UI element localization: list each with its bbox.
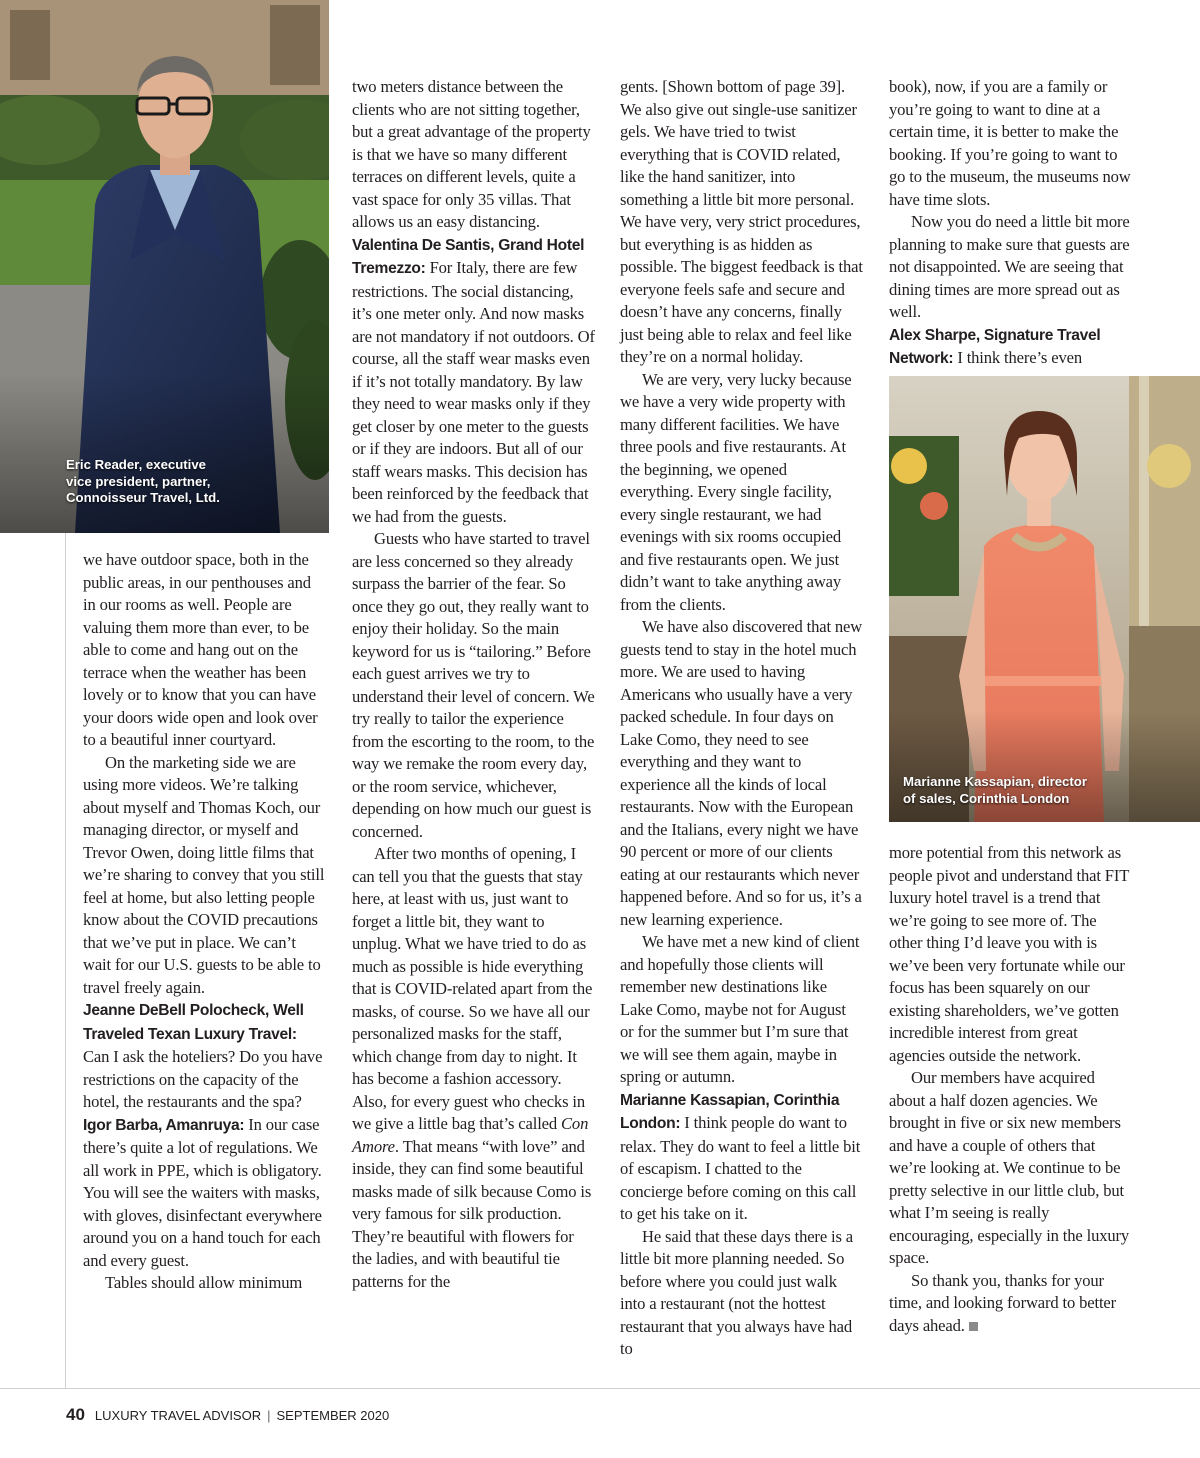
speaker-paragraph: Jeanne DeBell Polocheck, Well Traveled Texan Luxury Travel: Can I ask the hoteliers? Do you have restrictions on the capacity of the hotel, the restaurants and the spa? [83,1002,323,1111]
bag-name: Con Amore [352,1114,589,1156]
paragraph: Now you do need a little bit more planning to make sure that guests are not disappointed. We are seeing that dining times are more spread out as well. [889,212,1130,321]
paragraph: We have met a new kind of client and hopefully those clients will remember new destinations like Lake Como, maybe not for August or for the summer but I’m sure that we will see them again, maybe in spring or autumn. [620,932,860,1086]
footer-rule [0,1388,1200,1389]
photo-marianne-kassapian-image [889,376,1200,822]
paragraph: Our members have acquired about a half dozen agencies. We brought in five or six new members and have a couple of others that we’re looking at. We continue to be pretty selective in our little club, but what I’m seeing is really encouraging, especially in the luxury space. [889,1068,1130,1267]
paragraph: After two months of opening, I can tell you that the guests that stay here, at least with us, just want to forget a little bit, they want to unplug. What we have tried to do as much as possible is hide everything that is COVID-related apart from the masks, of course. So we have all our personalized masks for the staff, which change from day to night. It has become a fashion accessory. Also, for every guest who checks in we give a little bag that’s called Con Amore. That means “with love” and inside, they can find some beautiful masks made of silk because Como is very famous for silk production. They’re beautiful with flowers for the ladies, and with beautiful tie patterns for the [352,844,593,1291]
photo-eric-reader-image [0,0,329,533]
paragraph: Guests who have started to travel are less concerned so they already surpass the barrier of the fear. So once they go out, they really want to enjoy their holiday. So the main keyword for us is “tailoring.” Before each guest arrives we try to understand their level of concern. We try really to tailor the experience from the escorting to the room, to the way we remake the room every day, or the room service, whichever, depending on how much our guest is concerned. [352,529,595,841]
speaker-paragraph: Alex Sharpe, Signature Travel Network: I think there’s even [889,326,1101,367]
publication-name: LUXURY TRAVEL ADVISOR [94,1408,262,1423]
issue-date: SEPTEMBER 2020 [276,1408,390,1423]
photo-marianne-kassapian [889,376,1200,822]
paragraph: He said that these days there is a little bit more planning needed. So before where you could just walk into a restaurant (not the hottest restaurant that you always have had to [620,1226,854,1358]
article-column-4-top [889,76,1132,371]
speaker-name: Jeanne DeBell Polocheck, Well Traveled Texan Luxury Travel: [83,1002,304,1043]
footer-separator: | [267,1408,271,1423]
paragraph: Tables should allow minimum [105,1273,303,1292]
paragraph: We are very, very lucky because we have a very wide property with many different facilities. We have three pools and five restaurants. At the beginning, we opened everything. Every single facility, every single restaurant, we had evenings with six rooms occupied and five restaurants open. We just didn’t want to take anything away from the clients. [620,369,852,614]
article-column-1 [83,549,326,1295]
margin-rule [65,533,66,1389]
paragraph: we have outdoor space, both in the public areas, in our penthouses and in our rooms as well. People are valuing them more than ever, to be able to come and hang out on the terrace when the weather has been lovely or to know that you can have your doors wide open and look over to a beautiful inner courtyard. [83,550,318,749]
speaker-paragraph: Valentina De Santis, Grand Hotel Tremezzo: For Italy, there are few restrictions. The social distancing, it’s one meter only. And now masks are not mandatory if not outdoors. Of course, all the staff wear masks even if it’s not totally mandatory. By law they need to wear masks only if they get closer by one meter to the guests or if they are indoors. But all of our staff wears masks. This decision has been reinforced by the feedback that we had from the guests. [352,236,595,526]
paragraph: book), now, if you are a family or you’re going to want to dine at a certain time, it is better to make the booking. If you’re going to want to go to the museum, the museums now have time slots. [889,77,1131,209]
speaker-name: Valentina De Santis, Grand Hotel Tremezzo: [352,236,585,277]
article-column-4-bottom [889,842,1132,1337]
article-column-3 [620,76,863,1361]
paragraph: more potential from this network as people pivot and understand that FIT luxury hotel travel is a trend that we’re going to see more of. The other thing I’d leave you with is we’ve been very fortunate while our focus has been squarely on our existing shareholders, we’ve gotten incredible interest from great agencies outside the network. [889,843,1129,1065]
photo-marianne-kassapian-caption: Marianne Kassapian, director of sales, Corinthia London [903,774,1087,806]
speaker-name: Marianne Kassapian, Corinthia London: [620,1091,840,1132]
page-number: 40 [66,1405,85,1424]
paragraph: We have also discovered that new guests tend to stay in the hotel much more. We are used to having Americans who usually have a very packed schedule. In four days on Lake Como, they need to see everything and they want to experience all the kinds of local restaurants. Now with the European and the Italians, every night we have 90 percent or more of our clients eating at our restaurants which never happened before. And so for us, it’s a new learning experience. [620,617,863,929]
speaker-name: Igor Barba, Amanruya: [83,1116,245,1134]
speaker-paragraph: Marianne Kassapian, Corinthia London: I think people do want to relax. They do want to feel a little bit of escapism. I chatted to the concierge before coming on this call to get his take on it. [620,1091,861,1223]
paragraph: gents. [Shown bottom of page 39]. We also give out single-use sanitizer gels. We have tried to twist everything that is COVID related, like the hand sanitizer, into something a little bit more personal. We have very, very strict procedures, but everything is as hidden as possible. The biggest feedback is that everyone feels safe and secure and doesn’t have any concerns, finally just being able to relax and feel like they’re on a normal holiday. [620,77,863,366]
article-column-2 [352,76,595,1293]
paragraph: two meters distance between the clients who are not sitting together, but a great advantage of the property is that we have so many different terraces on different levels, quite a vast space for only 35 villas. That allows us an easy distancing. [352,77,591,231]
paragraph: On the marketing side we are using more videos. We’re talking about myself and Thomas Koch, our managing director, or myself and Trevor Owen, doing little films that we’re sharing to convey that you still feel at home, but also letting people know about the COVID precautions that we’ve put in place. We can’t wait for our U.S. guests to be able to travel freely again. [83,752,325,997]
speaker-name: Alex Sharpe, Signature Travel Network: [889,326,1101,367]
photo-eric-reader-caption: Eric Reader, executive vice president, partner, Connoisseur Travel, Ltd. [66,457,220,505]
speaker-paragraph: Igor Barba, Amanruya: In our case there’s quite a lot of regulations. We all work in PPE, which is obligatory. You will see the waiters with masks, with gloves, disinfectant everywhere around you on a hand touch for each and every guest. [83,1114,322,1270]
photo-eric-reader [0,0,329,533]
end-of-article-mark [969,1322,978,1331]
paragraph: So thank you, thanks for your time, and looking forward to better days ahead. [889,1270,1116,1335]
page-footer [66,1405,389,1425]
